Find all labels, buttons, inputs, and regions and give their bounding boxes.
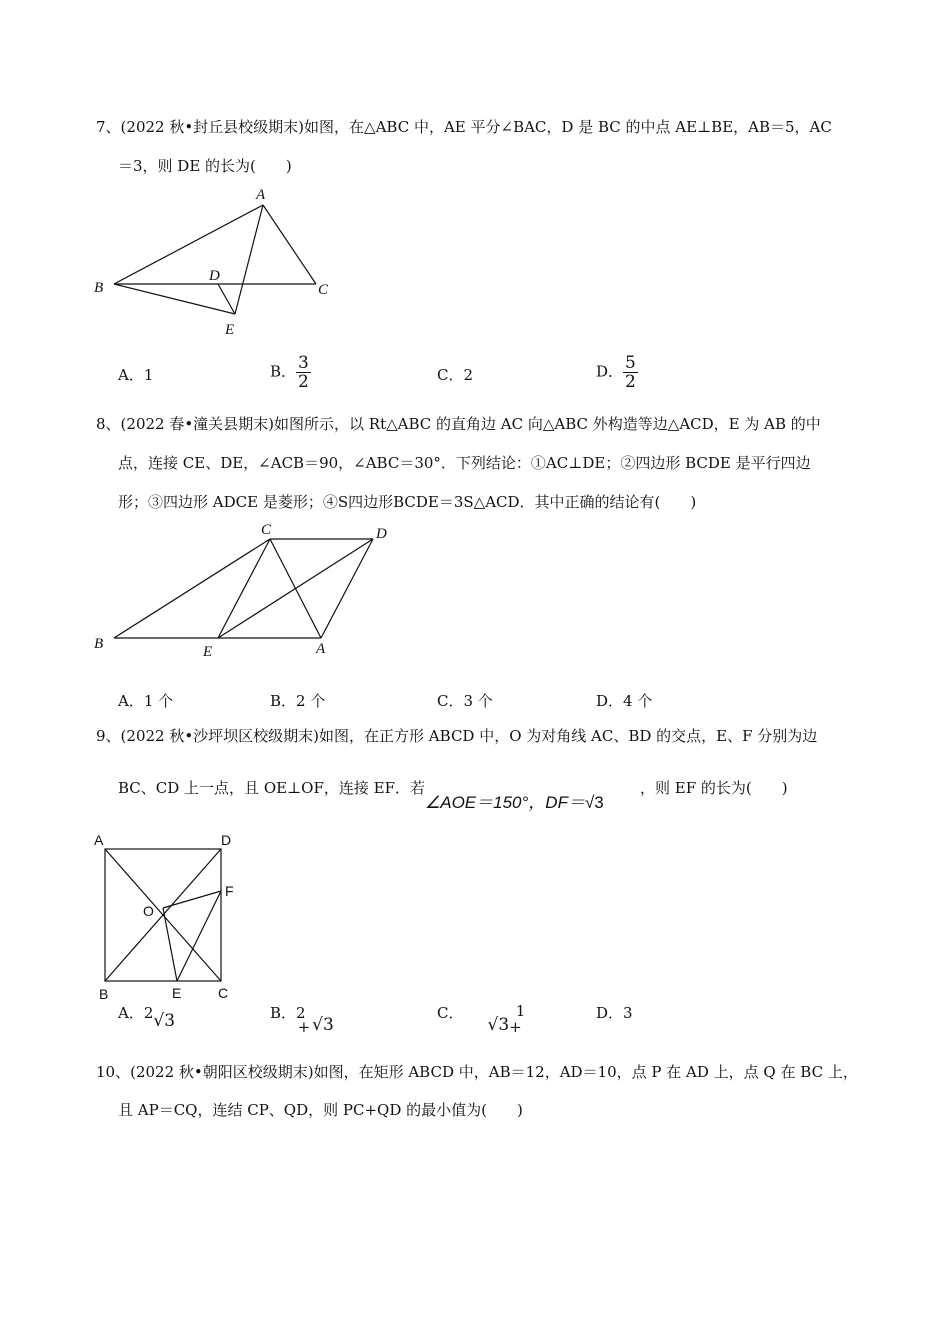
q9-option-c[interactable] <box>437 1002 526 1036</box>
q7-label-B: B <box>94 280 104 296</box>
q9-option-d-value: 3 <box>623 1004 633 1022</box>
q9-label-E: E <box>172 985 182 1001</box>
q7-option-d-numerator: 5 <box>625 353 636 373</box>
q8-label-D: D <box>376 526 387 542</box>
q8-label-E: E <box>203 644 213 660</box>
q9-option-a[interactable] <box>118 1002 176 1031</box>
q7-option-c-value: 2 <box>463 366 474 384</box>
q7-seg-AC <box>263 205 316 284</box>
q8-label-C: C <box>261 522 272 538</box>
q7-option-d-denominator: 2 <box>625 372 636 392</box>
q9-option-d[interactable] <box>596 1002 633 1023</box>
q8-seg-CE <box>218 539 270 638</box>
q7-seg-DE <box>218 284 235 314</box>
q7-stem-line1: 7、(2022 秋•封丘县校级期末)如图，在△ABC 中，AE 平分∠BAC，D 是 BC 的中点 AE⊥BE，AB＝5，AC <box>96 118 832 136</box>
q9-seg-OF <box>163 891 221 908</box>
q9-option-b-coef: 2 <box>296 1004 306 1022</box>
q8-seg-ED <box>218 539 373 638</box>
q9-option-b[interactable] <box>270 1002 340 1036</box>
q9-stem-line1: 9、(2022 秋•沙坪坝区校级期末)如图，在正方形 ABCD 中，O 为对角线 AC、BD 的交点，E、F 分别为边 <box>96 727 818 745</box>
q8-option-c[interactable]: C．3 个 <box>437 692 493 710</box>
q7-label-A: A <box>256 187 266 203</box>
q8-option-a[interactable]: A．1 个 <box>118 692 174 710</box>
q9-label-D: D <box>221 832 232 848</box>
q7-option-b[interactable] <box>270 354 311 391</box>
q7-option-d-label: D． <box>596 362 624 381</box>
q7-option-a-value: 1 <box>143 366 154 384</box>
q9-option-a-coef: 2 <box>143 1004 154 1022</box>
q10-stem-line1: 10、(2022 秋•朝阳区校级期末)如图，在矩形 ABCD 中，AB＝12，AD＝10，点 P 在 AD 上，点 Q 在 BC 上， <box>96 1063 858 1081</box>
q9-option-c-label: C． <box>437 1004 464 1022</box>
q7-option-b-fraction <box>296 354 311 391</box>
q7-label-D: D <box>209 268 220 284</box>
q9-stem-line2b: ，则 EF 的长为( ) <box>640 779 788 797</box>
q9-formula <box>425 788 604 813</box>
q7-option-a[interactable] <box>118 364 153 385</box>
q9-option-c-radical: √3 <box>487 1015 510 1035</box>
q9-seg-OE <box>163 908 177 981</box>
q8-stem-line2: 点，连接 CE、DE，∠ACB＝90，∠ABC＝30°．下列结论：①AC⊥DE；②四边形 BCDE 是平行四边 <box>118 454 811 472</box>
q7-label-C: C <box>318 282 329 298</box>
q8-option-d[interactable]: D．4 个 <box>596 692 653 710</box>
q7-stem-line2: ＝3，则 DE 的长为( ) <box>118 157 292 175</box>
q9-formula-text: ∠AOE＝150°，DF＝ <box>425 793 585 812</box>
q9-option-b-plus: + <box>297 1018 311 1036</box>
q7-seg-BE <box>114 284 235 314</box>
q8-seg-BC <box>114 539 270 638</box>
q9-option-a-radical: √3 <box>153 1011 176 1031</box>
q8-figure <box>88 518 408 668</box>
q9-label-F: F <box>225 883 234 899</box>
q9-formula-radical: √3 <box>584 793 604 812</box>
q7-label-E: E <box>225 322 235 338</box>
q7-seg-BA <box>114 205 263 284</box>
q9-option-b-radical: √3 <box>312 1015 334 1035</box>
q9-label-C: C <box>218 985 229 1001</box>
q9-option-d-label: D． <box>596 1004 624 1022</box>
q8-label-B: B <box>94 636 104 652</box>
q9-option-c-one: 1 <box>515 1002 526 1020</box>
q7-option-b-numerator: 3 <box>298 353 309 373</box>
q7-option-d[interactable] <box>596 354 638 391</box>
q8-stem-line3: 形；③四边形 ADCE 是菱形；④S四边形BCDE＝3S△ACD．其中正确的结论有( ) <box>118 493 697 511</box>
q9-label-O: O <box>143 903 154 919</box>
q7-option-b-label: B． <box>270 362 297 381</box>
q9-option-b-label: B． <box>270 1004 297 1022</box>
q9-label-A: A <box>94 832 104 848</box>
q9-option-a-label: A． <box>118 1004 144 1022</box>
q9-figure <box>88 828 248 1002</box>
q7-option-b-denominator: 2 <box>298 372 309 392</box>
q7-figure <box>88 180 348 345</box>
q7-option-c[interactable] <box>437 364 473 385</box>
q9-option-c-plus: + <box>509 1018 522 1036</box>
q7-option-a-label: A． <box>118 366 144 384</box>
q8-stem-line1: 8、(2022 春•潼关县期末)如图所示，以 Rt△ABC 的直角边 AC 向△ABC 外构造等边△ACD，E 为 AB 的中 <box>96 415 821 433</box>
q8-seg-DA <box>321 539 373 638</box>
q8-option-b[interactable]: B．2 个 <box>270 692 326 710</box>
q9-label-B: B <box>99 986 109 1002</box>
q8-label-A: A <box>316 641 326 657</box>
q7-option-c-label: C． <box>437 366 464 384</box>
q9-stem-line2a: BC、CD 上一点，且 OE⊥OF，连接 EF．若 <box>118 779 426 797</box>
q10-stem-line2: 且 AP＝CQ，连结 CP、QD，则 PC+QD 的最小值为( ) <box>118 1101 523 1119</box>
q7-seg-AE <box>235 205 263 314</box>
q9-seg-EF <box>177 891 221 981</box>
q7-option-d-fraction <box>623 354 638 391</box>
